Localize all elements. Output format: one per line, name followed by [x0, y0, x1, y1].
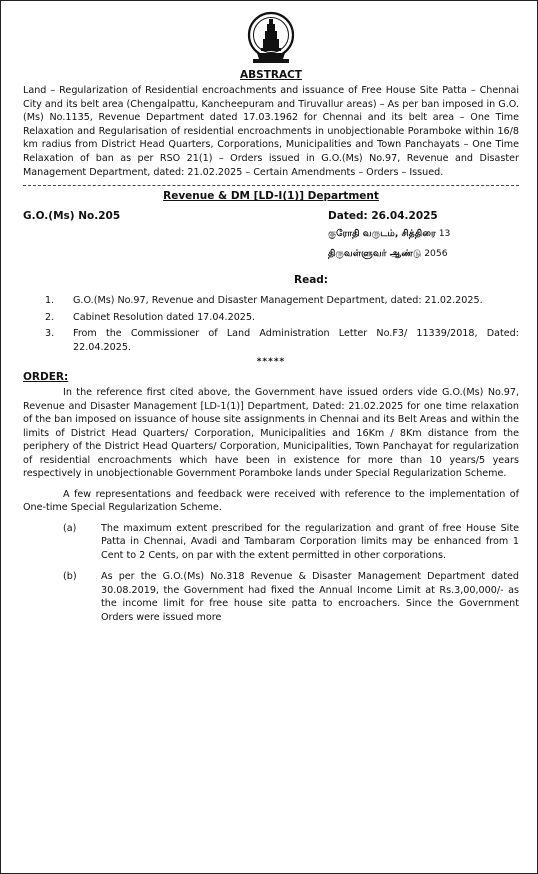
order-sub-item: [23, 522, 519, 563]
order-sub-item: [23, 570, 519, 624]
read-item-text: From the Commissioner of Land Administration Letter No.F3/ 11339/2018, Dated: 22.04.2025.: [73, 328, 519, 353]
tamil-date-line-1: [328, 228, 450, 240]
go-header-row: [23, 208, 519, 272]
thiruvalluvar-year-value: 2056: [424, 248, 448, 260]
order-paragraph-1: In the reference first cited above, the Government have issued orders vide G.O.(Ms) No.97, Revenue and Disaster Management [LD-1(1)] Department, Dated: 21.02.2025 for one time relaxation of the ban imposed on issuance of house site assignments in Chennai and its Belt Areas and within the limits of District Head Quarters/ Corporation, Municipalities and 16Km / 8Km distance from the periphery of the District Head Quarters/ Corporation, Municipalities, Town Panchayat for regularization of residential encroachments which have been in existence for more than 10 years/5 years respectively in unobjectionable Government Poramboke lands under Special Regularization Scheme.: [23, 387, 519, 480]
order-paragraph-2: A few representations and feedback were received with reference to the implementation of One-time Special Regularization Scheme.: [23, 488, 519, 514]
order-sub-item-text: As per the G.O.(Ms) No.318 Revenue & Disaster Management Department dated 30.08.2019, the Government had fixed the Annual Income Limit at Rs.3,00,000/- as the income limit for free house site patta to encroachers. Since the Government Orders were issued more: [101, 571, 519, 623]
read-heading: Read:: [293, 274, 328, 287]
order-sub-item-number: (b): [63, 571, 77, 583]
dashed-divider: [23, 185, 519, 186]
dated-line: Dated: 26.04.2025: [328, 210, 438, 223]
order-sub-item-text: The maximum extent prescribed for the regularization and grant of free House Site Patta in Chennai, Avadi and Tambaram Corporation limits may be enhanced from 1 Cent to 2 Cents, on par with the extent permitted in other corporations.: [101, 522, 519, 561]
abstract-body: Land – Regularization of Residential encroachments and issuance of Free House Site Patta – Chennai City and its belt area (Chengalpattu, Kancheepuram and Tiruvallur areas) – As per ban imposed in G.O.(Ms) No.1135, Revenue Department dated 17.03.1962 for Chennai and its belt area – One Time Relaxation and Regularisation of residential encroachments in unobjectionable Poramboke within 16/8 km radius from District Head Quarters, Corporations, Municipalities and Town Panchayats – One Time Relaxation of ban as per RSO 21(1) – Orders issued in G.O.(Ms) No.97, Revenue and Disaster Management Department, dated: 21.02.2025 – Certain Amendments – Orders – Issued.: [23, 85, 519, 178]
order-sub-item-number: (a): [63, 522, 77, 534]
read-item: [23, 311, 519, 325]
read-item: [23, 294, 519, 308]
read-item-text: G.O.(Ms) No.97, Revenue and Disaster Management Department, dated: 21.02.2025.: [73, 295, 483, 307]
tamil-year-label: குரோதி வருடம், சித்திரை: [328, 228, 436, 240]
tamil-nadu-emblem-icon: [247, 9, 295, 65]
tamil-day-value: 13: [438, 228, 451, 240]
tamil-date-line-2: [328, 248, 448, 260]
abstract-heading: ABSTRACT: [240, 69, 302, 81]
read-item-text: Cabinet Resolution dated 17.04.2025.: [73, 311, 256, 323]
read-item-number: 3.: [45, 328, 55, 340]
separator-stars: *****: [256, 357, 286, 368]
read-item: [23, 327, 519, 354]
order-heading: ORDER:: [23, 371, 69, 384]
thiruvalluvar-year-label: திருவள்ளுவர் ஆண்டு: [328, 248, 422, 260]
go-number: G.O.(Ms) No.205: [23, 210, 121, 223]
department-heading: Revenue & DM [LD-I(1)] Department: [163, 190, 379, 203]
read-item-number: 2.: [45, 311, 55, 323]
read-item-number: 1.: [45, 295, 55, 307]
